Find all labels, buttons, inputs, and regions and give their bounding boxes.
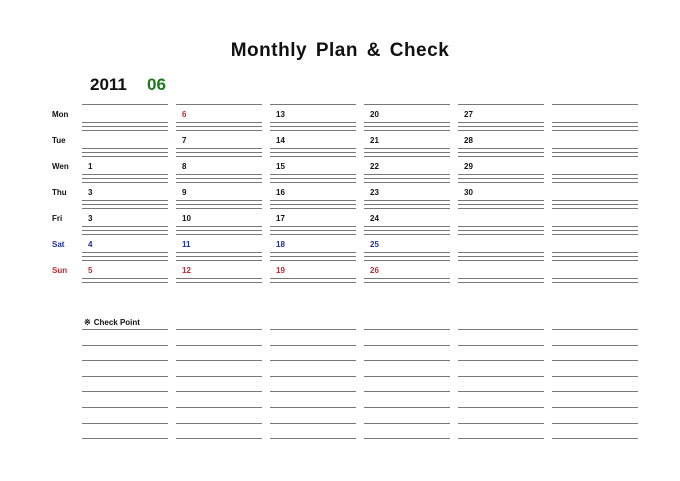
- date-cell: 20: [370, 110, 379, 119]
- row-top-line: [270, 234, 356, 235]
- row-line: [176, 282, 262, 283]
- row-line: [552, 174, 638, 175]
- row-line: [176, 174, 262, 175]
- row-line: [552, 282, 638, 283]
- row-line: [552, 226, 638, 227]
- row-top-line: [270, 130, 356, 131]
- row-line: [270, 230, 356, 231]
- row-top-line: [458, 130, 544, 131]
- checkpoint-line: [270, 438, 356, 439]
- row-line: [552, 278, 638, 279]
- row-line: [364, 200, 450, 201]
- row-top-line: [458, 104, 544, 105]
- checkpoint-line: [552, 407, 638, 408]
- checkpoint-line: [82, 438, 168, 439]
- checkpoint-line: [458, 376, 544, 377]
- checkpoint-line: [82, 423, 168, 424]
- row-line: [364, 122, 450, 123]
- checkpoint-line: [458, 438, 544, 439]
- row-top-line: [364, 260, 450, 261]
- day-name-fri: Fri: [52, 214, 63, 223]
- checkpoint-line: [82, 329, 168, 330]
- checkpoint-line: [270, 345, 356, 346]
- row-top-line: [176, 260, 262, 261]
- row-top-line: [552, 208, 638, 209]
- row-line: [270, 148, 356, 149]
- checkpoint-line: [364, 376, 450, 377]
- day-name-sun: Sun: [52, 266, 68, 275]
- row-top-line: [552, 156, 638, 157]
- date-cell: 30: [464, 188, 473, 197]
- date-cell: 3: [88, 214, 93, 223]
- row-top-line: [176, 156, 262, 157]
- row-line: [458, 226, 544, 227]
- date-cell: 19: [276, 266, 285, 275]
- row-top-line: [458, 260, 544, 261]
- date-cell: 10: [182, 214, 191, 223]
- day-name-tue: Tue: [52, 136, 66, 145]
- row-line: [82, 252, 168, 253]
- row-line: [176, 230, 262, 231]
- row-line: [270, 282, 356, 283]
- date-cell: 11: [182, 240, 191, 249]
- row-line: [458, 200, 544, 201]
- row-line: [552, 152, 638, 153]
- row-top-line: [176, 234, 262, 235]
- date-cell: 12: [182, 266, 191, 275]
- row-line: [458, 278, 544, 279]
- checkpoint-line: [458, 423, 544, 424]
- row-line: [270, 200, 356, 201]
- row-line: [176, 126, 262, 127]
- row-line: [364, 126, 450, 127]
- row-line: [176, 252, 262, 253]
- date-cell: 25: [370, 240, 379, 249]
- row-line: [364, 152, 450, 153]
- row-line: [82, 226, 168, 227]
- checkpoint-line: [176, 376, 262, 377]
- row-top-line: [82, 234, 168, 235]
- row-top-line: [270, 260, 356, 261]
- checkpoint-line: [458, 360, 544, 361]
- row-line: [176, 256, 262, 257]
- row-line: [82, 230, 168, 231]
- page-title: Monthly Plan & Check: [230, 40, 450, 61]
- row-line: [176, 122, 262, 123]
- row-line: [364, 226, 450, 227]
- checkpoint-line: [364, 329, 450, 330]
- checkpoint-line: [458, 391, 544, 392]
- row-line: [364, 178, 450, 179]
- row-line: [458, 122, 544, 123]
- checkpoint-line: [270, 423, 356, 424]
- checkpoint-line: [176, 391, 262, 392]
- row-top-line: [458, 156, 544, 157]
- date-cell: 18: [276, 240, 285, 249]
- checkpoint-line: [176, 360, 262, 361]
- row-line: [458, 148, 544, 149]
- checkpoint-line: [364, 360, 450, 361]
- checkpoint-line: [176, 407, 262, 408]
- checkpoint-line: [82, 376, 168, 377]
- row-line: [270, 204, 356, 205]
- checkpoint-label: Check Point: [93, 318, 140, 327]
- row-top-line: [270, 208, 356, 209]
- day-name-thu: Thu: [52, 188, 67, 197]
- row-line: [270, 174, 356, 175]
- row-top-line: [458, 208, 544, 209]
- row-line: [176, 178, 262, 179]
- row-line: [458, 174, 544, 175]
- row-line: [270, 252, 356, 253]
- row-line: [82, 204, 168, 205]
- date-cell: 29: [464, 162, 473, 171]
- date-cell: 23: [370, 188, 379, 197]
- row-line: [458, 126, 544, 127]
- checkpoint-line: [364, 345, 450, 346]
- day-name-wen: Wen: [52, 162, 69, 171]
- row-line: [364, 256, 450, 257]
- row-top-line: [176, 104, 262, 105]
- date-cell: 4: [88, 240, 93, 249]
- date-cell: 1: [88, 162, 93, 171]
- row-line: [552, 178, 638, 179]
- row-line: [176, 200, 262, 201]
- checkpoint-line: [270, 376, 356, 377]
- row-line: [364, 174, 450, 175]
- date-cell: 14: [276, 136, 285, 145]
- date-cell: 8: [182, 162, 187, 171]
- row-line: [82, 278, 168, 279]
- date-cell: 9: [182, 188, 187, 197]
- checkpoint-line: [552, 438, 638, 439]
- date-cell: 27: [464, 110, 473, 119]
- day-name-mon: Mon: [52, 110, 69, 119]
- row-line: [82, 282, 168, 283]
- row-top-line: [82, 260, 168, 261]
- row-line: [82, 126, 168, 127]
- date-cell: 3: [88, 188, 93, 197]
- row-top-line: [270, 104, 356, 105]
- row-top-line: [552, 104, 638, 105]
- checkpoint-line: [364, 391, 450, 392]
- checkpoint-line: [176, 345, 262, 346]
- checkpoint-line: [82, 407, 168, 408]
- date-cell: 28: [464, 136, 473, 145]
- row-line: [552, 126, 638, 127]
- date-cell: 26: [370, 266, 379, 275]
- row-top-line: [552, 182, 638, 183]
- day-name-sat: Sat: [52, 240, 65, 249]
- row-top-line: [82, 208, 168, 209]
- checkpoint-line: [458, 345, 544, 346]
- row-top-line: [364, 104, 450, 105]
- row-line: [270, 278, 356, 279]
- checkpoint-line: [270, 407, 356, 408]
- date-cell: 5: [88, 266, 93, 275]
- row-line: [82, 152, 168, 153]
- date-cell: 16: [276, 188, 285, 197]
- row-line: [176, 152, 262, 153]
- row-top-line: [82, 130, 168, 131]
- date-cell: 24: [370, 214, 379, 223]
- row-line: [82, 122, 168, 123]
- checkpoint-line: [552, 329, 638, 330]
- date-cell: 15: [276, 162, 285, 171]
- checkpoint-line: [364, 438, 450, 439]
- checkpoint-line: [82, 391, 168, 392]
- row-line: [364, 282, 450, 283]
- checkpoint-line: [270, 360, 356, 361]
- checkpoint-line: [552, 376, 638, 377]
- row-top-line: [82, 104, 168, 105]
- row-top-line: [458, 234, 544, 235]
- row-top-line: [82, 156, 168, 157]
- row-top-line: [176, 182, 262, 183]
- row-line: [270, 226, 356, 227]
- row-line: [270, 256, 356, 257]
- checkpoint-line: [552, 345, 638, 346]
- row-top-line: [552, 234, 638, 235]
- date-cell: 21: [370, 136, 379, 145]
- row-line: [270, 152, 356, 153]
- date-cell: 13: [276, 110, 285, 119]
- checkpoint-line: [364, 423, 450, 424]
- checkpoint-line: [458, 407, 544, 408]
- checkpoint-line: [458, 329, 544, 330]
- row-line: [458, 252, 544, 253]
- checkpoint-line: [552, 391, 638, 392]
- row-line: [176, 226, 262, 227]
- row-top-line: [82, 182, 168, 183]
- row-line: [552, 200, 638, 201]
- row-top-line: [364, 208, 450, 209]
- row-top-line: [364, 156, 450, 157]
- row-line: [458, 178, 544, 179]
- row-line: [270, 122, 356, 123]
- date-cell: 7: [182, 136, 187, 145]
- checkpoint-line: [552, 360, 638, 361]
- date-cell: 17: [276, 214, 285, 223]
- row-line: [176, 148, 262, 149]
- row-line: [458, 204, 544, 205]
- year-label: 2011: [90, 75, 127, 94]
- row-line: [552, 122, 638, 123]
- row-top-line: [270, 156, 356, 157]
- row-line: [364, 252, 450, 253]
- row-line: [270, 178, 356, 179]
- row-line: [552, 230, 638, 231]
- row-line: [82, 256, 168, 257]
- row-line: [458, 282, 544, 283]
- row-line: [364, 230, 450, 231]
- row-line: [364, 204, 450, 205]
- checkpoint-line: [82, 360, 168, 361]
- row-line: [82, 148, 168, 149]
- row-line: [458, 230, 544, 231]
- checkpoint-line: [82, 345, 168, 346]
- row-line: [552, 148, 638, 149]
- row-line: [458, 256, 544, 257]
- date-cell: 22: [370, 162, 379, 171]
- row-line: [176, 278, 262, 279]
- checkpoint-line: [176, 423, 262, 424]
- row-line: [458, 152, 544, 153]
- row-top-line: [176, 130, 262, 131]
- row-top-line: [364, 234, 450, 235]
- row-line: [82, 200, 168, 201]
- checkpoint-line: [364, 407, 450, 408]
- row-line: [82, 178, 168, 179]
- row-line: [82, 174, 168, 175]
- row-top-line: [552, 260, 638, 261]
- row-top-line: [364, 130, 450, 131]
- row-top-line: [176, 208, 262, 209]
- checkpoint-heading: [84, 318, 140, 327]
- checkpoint-line: [270, 391, 356, 392]
- row-top-line: [270, 182, 356, 183]
- checkpoint-line: [270, 329, 356, 330]
- row-line: [364, 278, 450, 279]
- row-line: [364, 148, 450, 149]
- checkpoint-line: [176, 438, 262, 439]
- checkpoint-line: [176, 329, 262, 330]
- month-label: 06: [147, 75, 166, 94]
- checkpoint-line: [552, 423, 638, 424]
- reference-mark-icon: ※: [84, 318, 91, 327]
- row-top-line: [458, 182, 544, 183]
- row-line: [552, 204, 638, 205]
- row-line: [552, 252, 638, 253]
- row-top-line: [364, 182, 450, 183]
- row-line: [176, 204, 262, 205]
- row-top-line: [552, 130, 638, 131]
- row-line: [552, 256, 638, 257]
- row-line: [270, 126, 356, 127]
- date-cell: 6: [182, 110, 187, 119]
